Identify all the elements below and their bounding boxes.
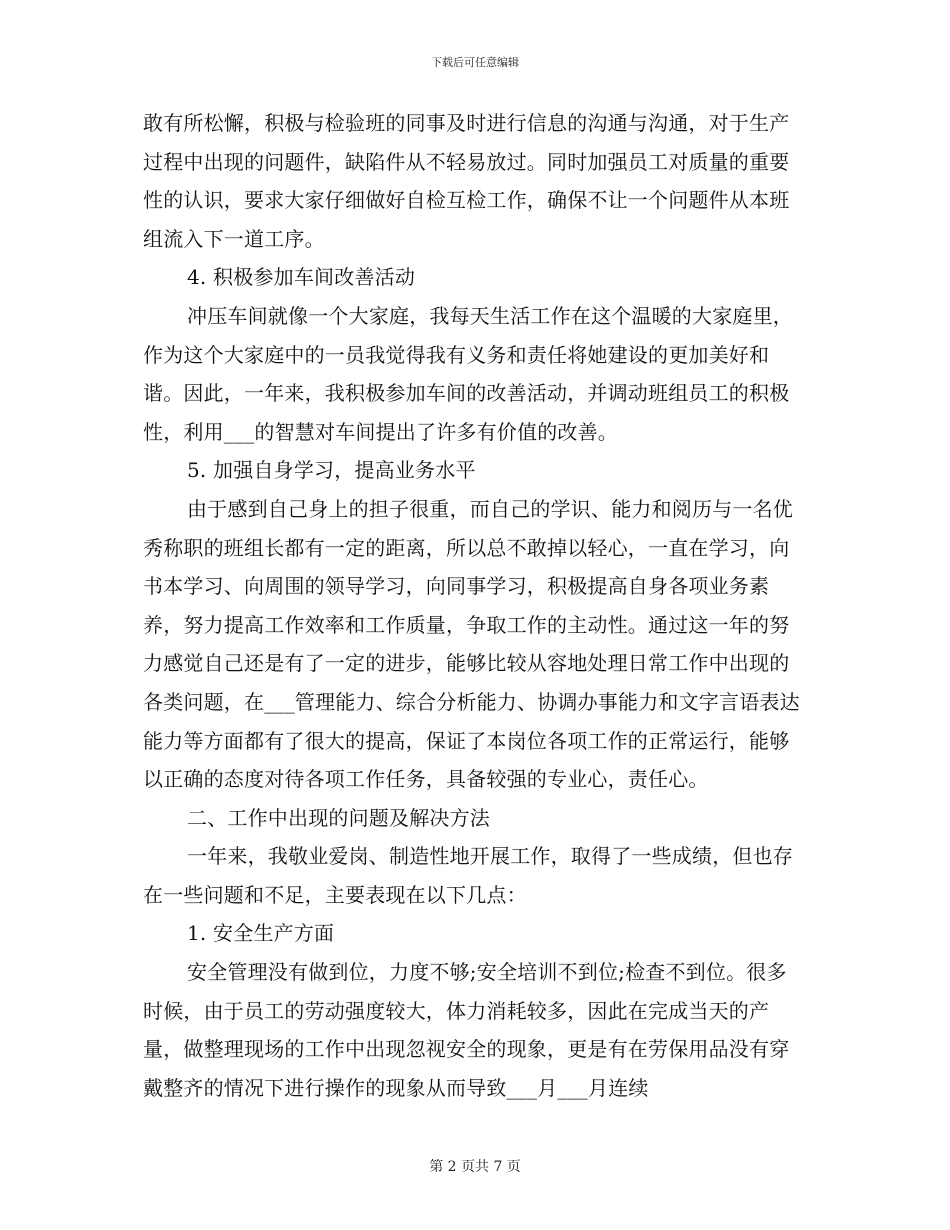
section-heading-safety: 1. 安全生产方面: [187, 921, 335, 946]
paragraph-continuation: 敢有所松懈，积极与检验班的同事及时进行信息的沟通与沟通，对于生产过程中出现的问题件，缺陷件从不轻易放过。同时加强员工对质量的重要性的认识，要求大家仔细做好自检互检工作，确保不让一个问题件从本班组流入下一道工序。: [143, 111, 790, 251]
paragraph-self-study: 由于感到自己身上的担子很重，而自己的学识、能力和阅历与一名优秀称职的班组长都有一定的距离，所以总不敢掉以轻心，一直在学习，向书本学习、向周围的领导学习，向同事学习，积极提高自身各项业务素养，努力提高工作效率和工作质量，争取工作的主动性。通过这一年的努力感觉自己还是有了一定的进步，能够比较从容地处理日常工作中出现的各类问题，在___管理能力、综合分析能力、协调办事能力和文字言语表达能力等方面都有了很大的提高，保证了本岗位各项工作的正常运行，能够以正确的态度对待各项工作任务，具备较强的专业心，责任心。: [143, 496, 800, 792]
document-body: [143, 104, 803, 1107]
paragraph-safety: 安全管理没有做到位，力度不够;安全培训不到位;检查不到位。很多时候，由于员工的劳动强度较大，体力消耗较多，因此在完成当天的产量，做整理现场的工作中出现忽视安全的现象，更是有在劳保用品没有穿戴整齐的情况下进行操作的现象从而导致___月___月连续: [143, 960, 790, 1100]
page-footer: 第 2 页共 7 页: [429, 1159, 521, 1175]
paragraph-improvement: 冲压车间就像一个大家庭，我每天生活工作在这个温暖的大家庭里，作为这个大家庭中的一员我觉得我有义务和责任将她建设的更加美好和谐。因此，一年来，我积极参加车间的改善活动，并调动班组员工的积极性，利用___的智慧对车间提出了许多有价值的改善。: [143, 303, 793, 444]
paragraph-problems-intro: 一年来，我敬业爱岗、制造性地开展工作，取得了一些成绩，但也存在一些问题和不足，主要表现在以下几点：: [143, 844, 793, 907]
section-heading-5: 5. 加强自身学习，提高业务水平: [187, 458, 476, 483]
section-heading-2: 二、工作中出现的问题及解决方法: [187, 805, 490, 830]
section-heading-4: 4. 积极参加车间改善活动: [187, 265, 416, 290]
page-header: 下载后可任意编辑: [431, 56, 519, 69]
